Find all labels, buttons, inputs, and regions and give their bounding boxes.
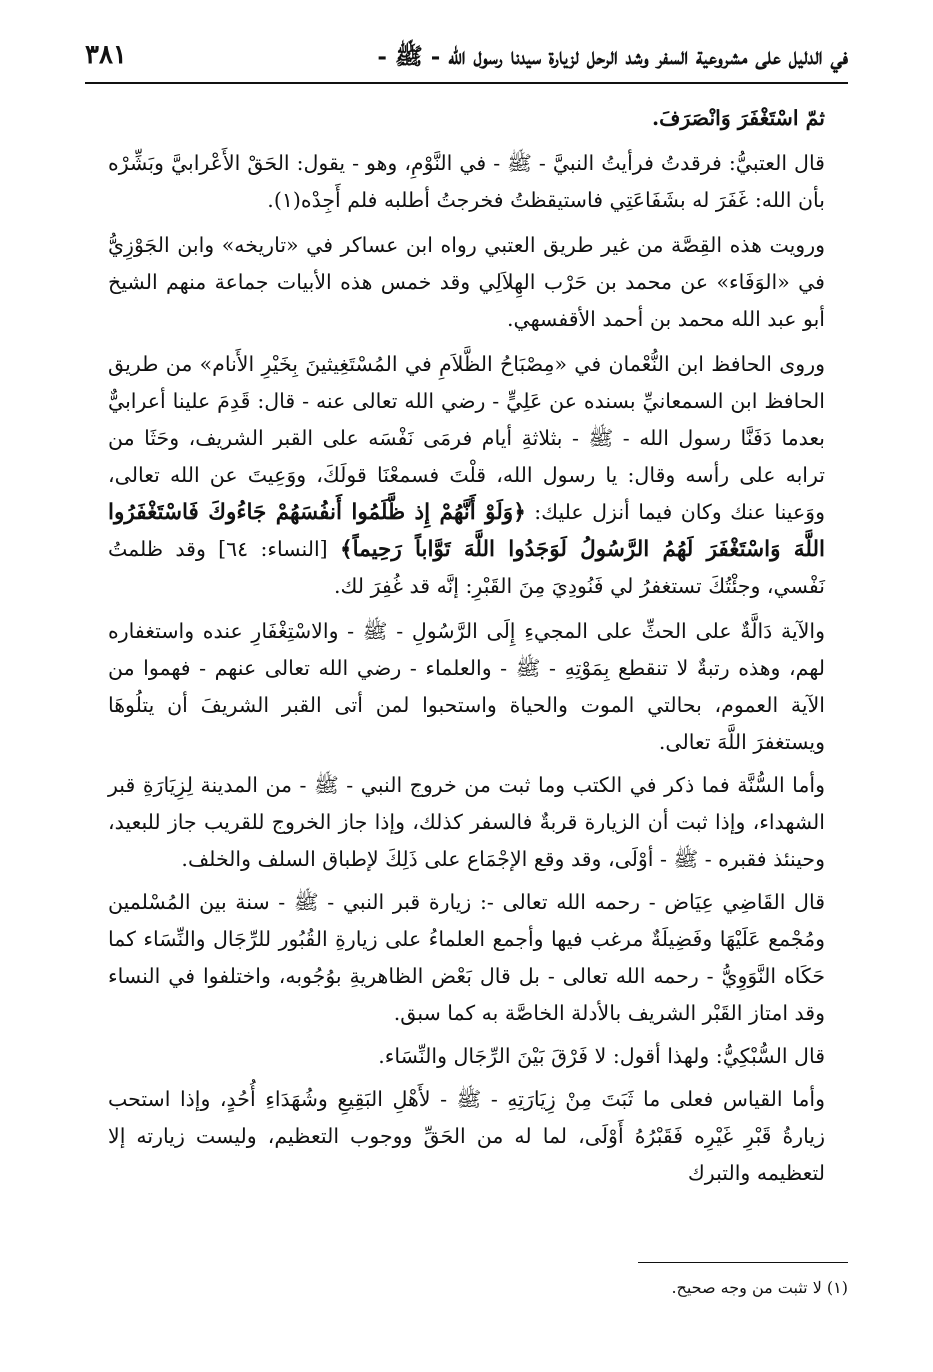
paragraph-4-continuation: وقد ظلمتُ نَفْسي، وجئْتُكَ تستغفرُ لي فَنُودِيَ مِنَ القَبْرِ: إنَّه قد غُفِرَ لك. (108, 537, 825, 598)
paragraph-7: قال القَاضِي عِيَاض - رحمه الله تعالى -: زيارة قبر النبي - ﷺ - سنة بين المُسْلمين ومُجْمع عَلَيْهَا وفَضِيلَةٌ مرغب فيها وأجمع العلماءُ على زيارةِ القُبُور للرِّجَال والنِّسَاء كما حَكَاه النَّوَوِيُّ - رحمه الله تعالى - بل قال بَعْض الظاهريةِ بوُجُوبه، واختلفوا في النساء وقد امتاز القَبْر الشريف بالأدلة الخاصَّة به كما سبق. (108, 890, 825, 1025)
paragraph-1: ثمّ اسْتَغْفَرَ وَانْصَرَفَ. (651, 106, 825, 130)
page-body (108, 100, 825, 1198)
running-title: في الدليل على مشروعية السفر وشد الرحل لزيارة سيدنا رسول الله - ﷺ - (377, 43, 848, 70)
page-number: ٣٨١ (85, 40, 127, 70)
footnote: (١) لا تثبت من وجه صحيح. (671, 1278, 848, 1297)
paragraph-3: ورويت هذه القِصَّة من غير طريق العتبي رواه ابن عساكر في «تاريخه» وابن الجَوْزِيُّ في «الوَفَاء» عن محمد بن حَرْب الهِلاَلِي وقد خمس هذه الأبيات جماعة منهم الشيخ أبو عبد الله محمد بن أحمد الأقفسهي. (108, 233, 825, 331)
quran-reference: [النساء: ٦٤] (218, 537, 328, 561)
paragraph-4-text: وروى الحافظ ابن النُّعْمان في «مِصْبَاحُ الظَّلاَمِ في المُسْتَغِيثينَ بِخَيْرِ الأَنام» من طريق الحافظ ابن السمعانيِّ بسنده عن عَلِيٍّ - رضي الله تعالى عنه - قال: قَدِمَ علينا أعرابيٌّ بعدما دَفَنَّا رسول الله - ﷺ - بثلاثةِ أيام فرمَى نَفْسَه على القبر الشريف، وحَثَا من ترابه على رأسه وقال: يا رسول الله، قلْتَ فسمعْنَا قولَكَ، ووَعِيتَ عن الله تعالى، ووَعينا عنك وكان فيما أنزل عليك: (108, 352, 825, 524)
paragraph-6: وأما السُّنَّة فما ذكر في الكتب وما ثبت من خروج النبي - ﷺ - من المدينة لِزِيَارَةِ قبر الشهداء، وإذا ثبت أن الزيارة قربةٌ فالسفر كذلك، وإذا جاز الخروج للقريب جاز للبعيد، وحينئذ فقبره - ﷺ - أوْلَى، وقد وقع الإجْمَاع على ذَلِكَ لإطباق السلف والخلف. (108, 773, 825, 871)
footnote-divider (638, 1262, 848, 1263)
paragraph-4 (108, 346, 825, 605)
page-header (85, 30, 848, 84)
paragraph-5: والآية دَالَّةٌ على الحثِّ على المجيءِ إِلَى الرَّسُولِ - ﷺ - والاسْتِغْفَارِ عنده واستغفاره لهم، وهذه رتبةٌ لا تنقطع بِمَوْتِهِ - ﷺ - والعلماء - رضي الله تعالى عنهم - فهموا من الآية العموم، بحالتي الموت والحياة واستحبوا لمن أتى القبر الشريفَ أن يتلُوهَا ويستغفرَ اللَّهَ تعالى. (108, 619, 825, 754)
quran-verse: ﴿وَلَوْ أَنَّهُمْ إِذ ظَّلَمُوا أَنفُسَهُمْ جَاءُوكَ فَاسْتَغْفَرُوا اللَّهَ وَاسْتَغْفَرَ لَهُمُ الرَّسُولُ لَوَجَدُوا اللَّهَ تَوَّاباً رَحِيماً﴾ (108, 500, 825, 562)
paragraph-2: قال العتبيُّ: فرقدتُ فرأيتُ النبيَّ - ﷺ - في النَّوْمِ، وهو - يقول: الحَقْ الأَعْرابيَّ وبَشِّرْه بأن الله: غَفَرَ له بشَفَاعَتِي فاستيقظتُ فخرجتُ أطلبه فلم أَجِدْه(١). (108, 151, 825, 212)
paragraph-9: وأما القياس فعلى ما ثَبَتَ مِنْ زِيَارَتِهِ - ﷺ - لأَهْلِ البَقِيعِ وشُهَدَاءِ أُحُدٍ، وإذا استحب زيارةُ قَبْرِ غَيْرِه فَقَبْرُهُ أَوْلَى، لما له من الحَقِّ ووجوب التعظيم، وليست زيارته إلا لتعظيمه والتبرك (108, 1087, 825, 1185)
paragraph-8: قال السُّبْكِيُّ: ولهذا أقول: لا فَرْقَ بَيْنَ الرِّجَال والنِّسَاء. (378, 1044, 825, 1068)
